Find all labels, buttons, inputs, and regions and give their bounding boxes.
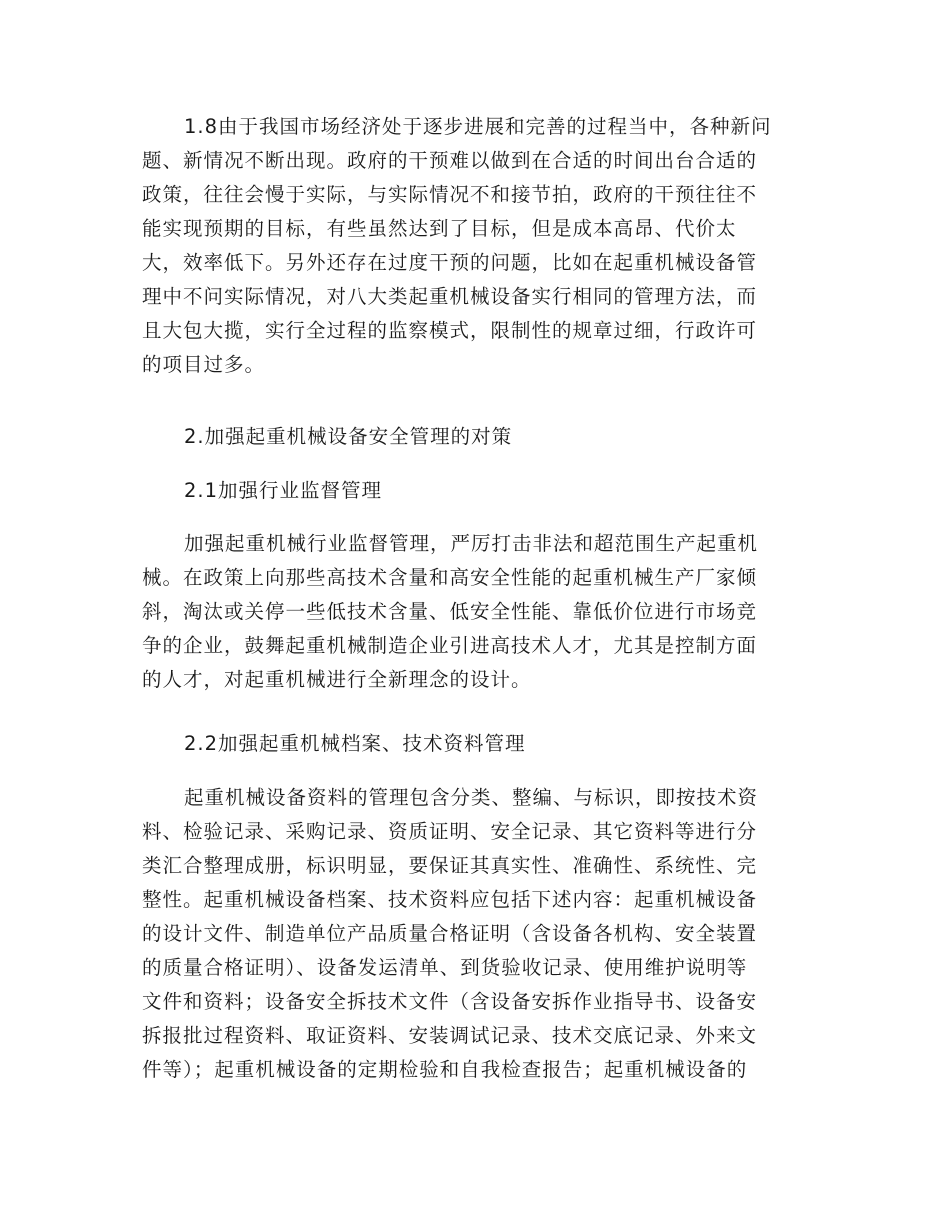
text-line: 的设计文件、制造单位产品质量合格证明（含设备各机构、安全装置 [142,922,758,945]
text-line: 的质量合格证明）、设备发运清单、到货验收记录、使用维护说明等 [142,956,748,979]
text-line: 大，效率低下。另外还存在过度干预的问题，比如在起重机械设备管 [142,251,758,274]
text-line: 起重机械设备资料的管理包含分类、整编、与标识，即按技术资 [184,786,759,809]
paragraph-2-2 [142,781,802,1087]
text-line: 争的企业，鼓舞起重机械制造企业引进高技术人才，尤其是控制方面 [142,634,758,657]
text-line: 能实现预期的目标，有些虽然达到了目标，但是成本高昂、代价太 [142,217,737,240]
text-line: 类汇合整理成册，标识明显，要保证其真实性、准确性、系统性、完 [142,854,758,877]
text-line: 且大包大揽，实行全过程的监察模式，限制性的规章过细，行政许可 [142,319,758,342]
text-line: 1.8由于我国市场经济处于逐步进展和完善的过程当中，各种新问 [184,115,772,138]
section-heading-2-2 [142,727,802,761]
text-line: 料、检验记录、采购记录、资质证明、安全记录、其它资料等进行分 [142,820,758,843]
heading-text: 2.加强起重机械设备安全管理的对策 [184,425,513,448]
text-line: 的人才，对起重机械进行全新理念的设计。 [142,668,532,691]
section-heading-2-1 [142,474,802,508]
text-line: 斜，淘汰或关停一些低技术含量、低安全性能、靠低价位进行市场竞 [142,600,758,623]
text-line: 的项目过多。 [142,353,266,376]
text-line: 件等）；起重机械设备的定期检验和自我检查报告；起重机械设备的 [142,1058,748,1081]
paragraph-1-8 [142,110,802,382]
text-line: 械。在政策上向那些高技术含量和高安全性能的起重机械生产厂家倾 [142,566,758,589]
text-line: 整性。起重机械设备档案、技术资料应包括下述内容：起重机械设备 [142,888,758,911]
heading-text: 2.2加强起重机械档案、技术资料管理 [184,732,526,755]
text-line: 政策，往往会慢于实际，与实际情况不和接节拍，政府的干预往往不 [142,183,758,206]
text-line: 加强起重机械行业监督管理，严厉打击非法和超范围生产起重机 [184,532,759,555]
text-line: 文件和资料；设备安全拆技术文件（含设备安拆作业指导书、设备安 [142,990,758,1013]
paragraph-2-1 [142,527,802,697]
text-line: 题、新情况不断出现。政府的干预难以做到在合适的时间出台合适的 [142,149,758,172]
section-heading-2 [142,420,802,454]
text-line: 拆报批过程资料、取证资料、安装调试记录、技术交底记录、外来文 [142,1024,758,1047]
heading-text: 2.1加强行业监督管理 [184,479,383,502]
text-line: 理中不问实际情况，对八大类起重机械设备实行相同的管理方法，而 [142,285,758,308]
